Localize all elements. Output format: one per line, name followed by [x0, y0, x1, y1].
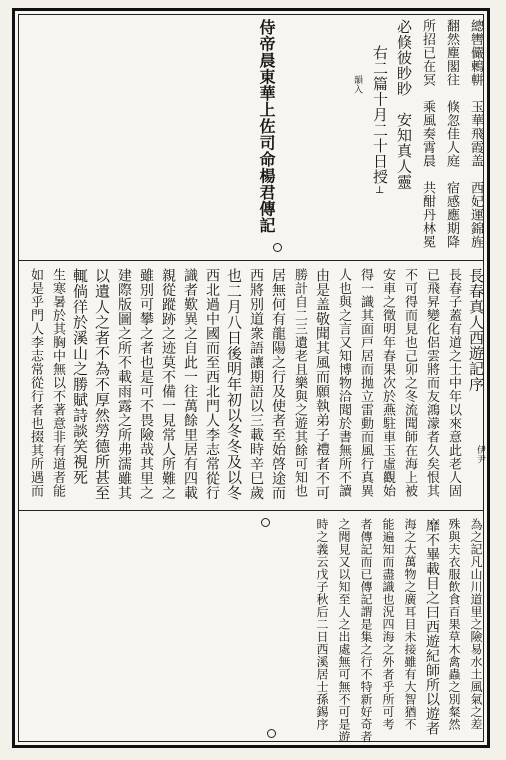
middle-col-6: 得一識其面戸居而拋立雷動而風行真異: [358, 268, 373, 498]
bottom-col-5: 能遍知而盡識也況四海之外者乎所可考: [381, 518, 395, 731]
middle-col-16: 雖別可攀之者也是可不畏險哉其里之: [138, 268, 154, 500]
poem-line-3: 所招已在冥 乘風奏霄晨 共酣丹林冕: [420, 19, 435, 249]
bottom-col-1: 為之記凡山川道里之險易水土風氣之差: [469, 518, 483, 731]
middle-col-14: 識者歎異之自此一往萬餘里居有四載: [182, 268, 198, 500]
middle-col-9: 勝計自二三遺老且樂與之遊其餘可知也: [292, 268, 307, 498]
punctuation-circle: [273, 243, 282, 252]
middle-col-8: 由是盖敬聞其風而願執弟子禮者不可: [314, 268, 330, 500]
small-mark: ⊥: [375, 185, 385, 196]
middle-col-13: 西北過中國而至西北門人李志常從行: [204, 268, 220, 500]
bottom-col-7: 之聞見又以知至人之出處無可無不可是遊: [337, 518, 351, 743]
middle-col-7: 人也與之言又知博物洽聞於書無所不讀: [336, 268, 351, 498]
scripture-page: [12, 8, 490, 748]
middle-sign-note: 伊尹: [475, 445, 485, 464]
rhyme-note: 韻入: [352, 75, 362, 94]
middle-col-5: 安車之徵明年春果次於燕駐車玉虛觀始: [380, 268, 395, 498]
middle-col-10: 居無何有龍陽之行及使者至始啓途而: [270, 268, 286, 500]
middle-col-12: 也二月八日後明年初以冬冬及以冬: [225, 268, 243, 501]
bottom-col-8: 時之義云戊子秋后二日西溪居士孫錫序: [315, 518, 329, 731]
middle-col-11: 西將別道衆語讓期語以三載時辛巳歲: [248, 268, 264, 500]
punctuation-circle: [261, 518, 270, 527]
middle-col-21: 如是乎門人李志常從行者也掇其所遇而: [28, 268, 43, 498]
middle-col-4: 不可得而見也己卯之冬流聞師在海上被: [402, 268, 417, 498]
biography-title: 侍帝晨東華上佐司命楊君傳記: [257, 19, 276, 234]
section-divider-bottom: [19, 510, 483, 511]
middle-col-3: 已飛昇變化侶雲將而友鴻濛者久矣恨其: [424, 268, 439, 498]
middle-col-15: 親從蹤跡之迹莫不備一見常人所難之: [160, 268, 176, 500]
middle-col-1: 長春真人西遊記序: [467, 268, 485, 392]
middle-col-18: 以遺人之者不為不厚然勞德所甚至: [93, 268, 111, 501]
bottom-col-4: 海之大萬物之廣耳目未接雖有大智猶不: [403, 518, 417, 731]
poem-line-4: 必倏彼眇眇 安知真人靈: [395, 19, 413, 190]
page-frame: [18, 14, 484, 742]
middle-col-17: 建際版圖之所不載雨露之所弗濡雖其: [116, 268, 132, 500]
middle-col-19: 輒倘徉於溪山之勝賦詩談笑視死: [71, 268, 89, 485]
poem-sign-off: 右二篇十月二十日授: [371, 45, 389, 185]
bottom-col-3: 靡不畢載目之曰西遊紀師所以遊者: [424, 518, 440, 736]
bottom-col-6: 者傳記而已傳記謂是集之行不特新好奇者: [359, 518, 373, 743]
bottom-col-2: 殊與夫衣服飲食百果草木禽蟲之別粲然: [447, 518, 461, 731]
punctuation-circle: [267, 729, 276, 738]
section-divider-top: [19, 260, 483, 261]
poem-line-1: 總轡儼鶫軿 玉華飛霞盖 西妃運錦旌: [468, 19, 483, 249]
middle-col-20: 生寒暑於其胸中無以不著意非有道者能: [50, 268, 65, 498]
middle-col-2: 長春子蓋有道之士中年以來意此老人固: [446, 268, 461, 498]
poem-line-2: 翻然塵閣往 倏忽佳人庭 宿感應期降: [444, 19, 459, 249]
